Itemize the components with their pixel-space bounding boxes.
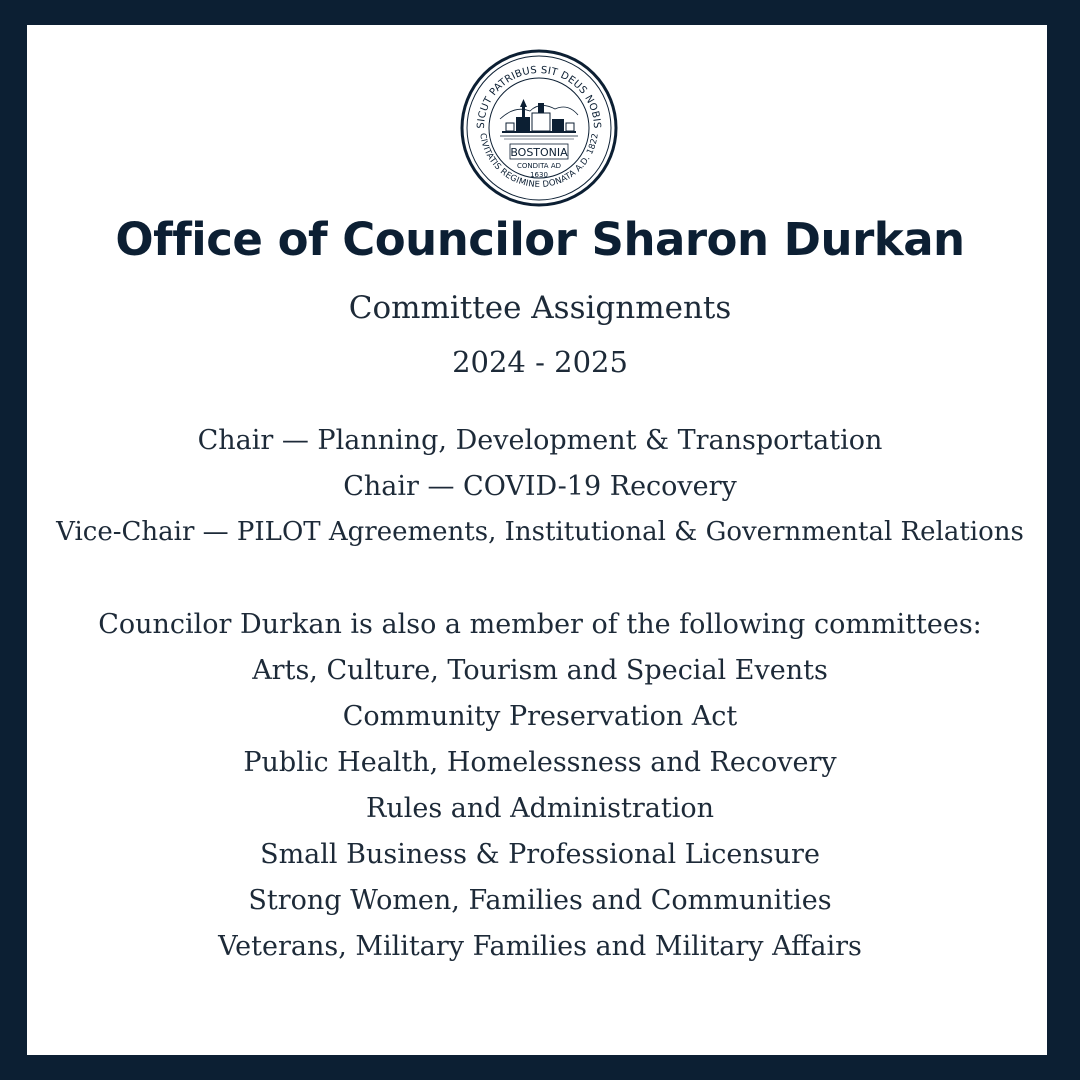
seal-condita: CONDITA AD <box>516 162 562 170</box>
committee-item: Public Health, Homelessness and Recovery <box>243 747 837 778</box>
term-years: 2024 - 2025 <box>452 345 628 379</box>
page-title: Office of Councilor Sharon Durkan <box>115 213 965 266</box>
role-line: Vice-Chair — PILOT Agreements, Institutional & Governmental Relations <box>56 517 1024 547</box>
seal-year: 1630 <box>530 171 548 179</box>
committee-item: Strong Women, Families and Communities <box>248 885 832 916</box>
seal-motto: SICUT PATRIBUS SIT DEUS NOBIS <box>475 64 603 129</box>
committee-item: Veterans, Military Families and Military Affairs <box>218 931 862 962</box>
committee-item: Arts, Culture, Tourism and Special Events <box>252 655 828 686</box>
role-line: Chair — Planning, Development & Transportation <box>197 425 883 456</box>
committee-item: Small Business & Professional Licensure <box>260 839 820 870</box>
committee-item: Community Preservation Act <box>342 701 738 732</box>
subtitle: Committee Assignments <box>348 290 732 326</box>
boston-city-seal <box>460 49 618 207</box>
seal-lower-ring: CIVITATIS REGIMINE DONATA A.D. 1822 <box>477 132 601 191</box>
committee-item: Rules and Administration <box>365 793 714 824</box>
role-line: Chair — COVID-19 Recovery <box>343 471 737 502</box>
seal-city: BOSTONIA <box>510 146 568 159</box>
member-intro: Councilor Durkan is also a member of the following committees: <box>98 609 982 640</box>
